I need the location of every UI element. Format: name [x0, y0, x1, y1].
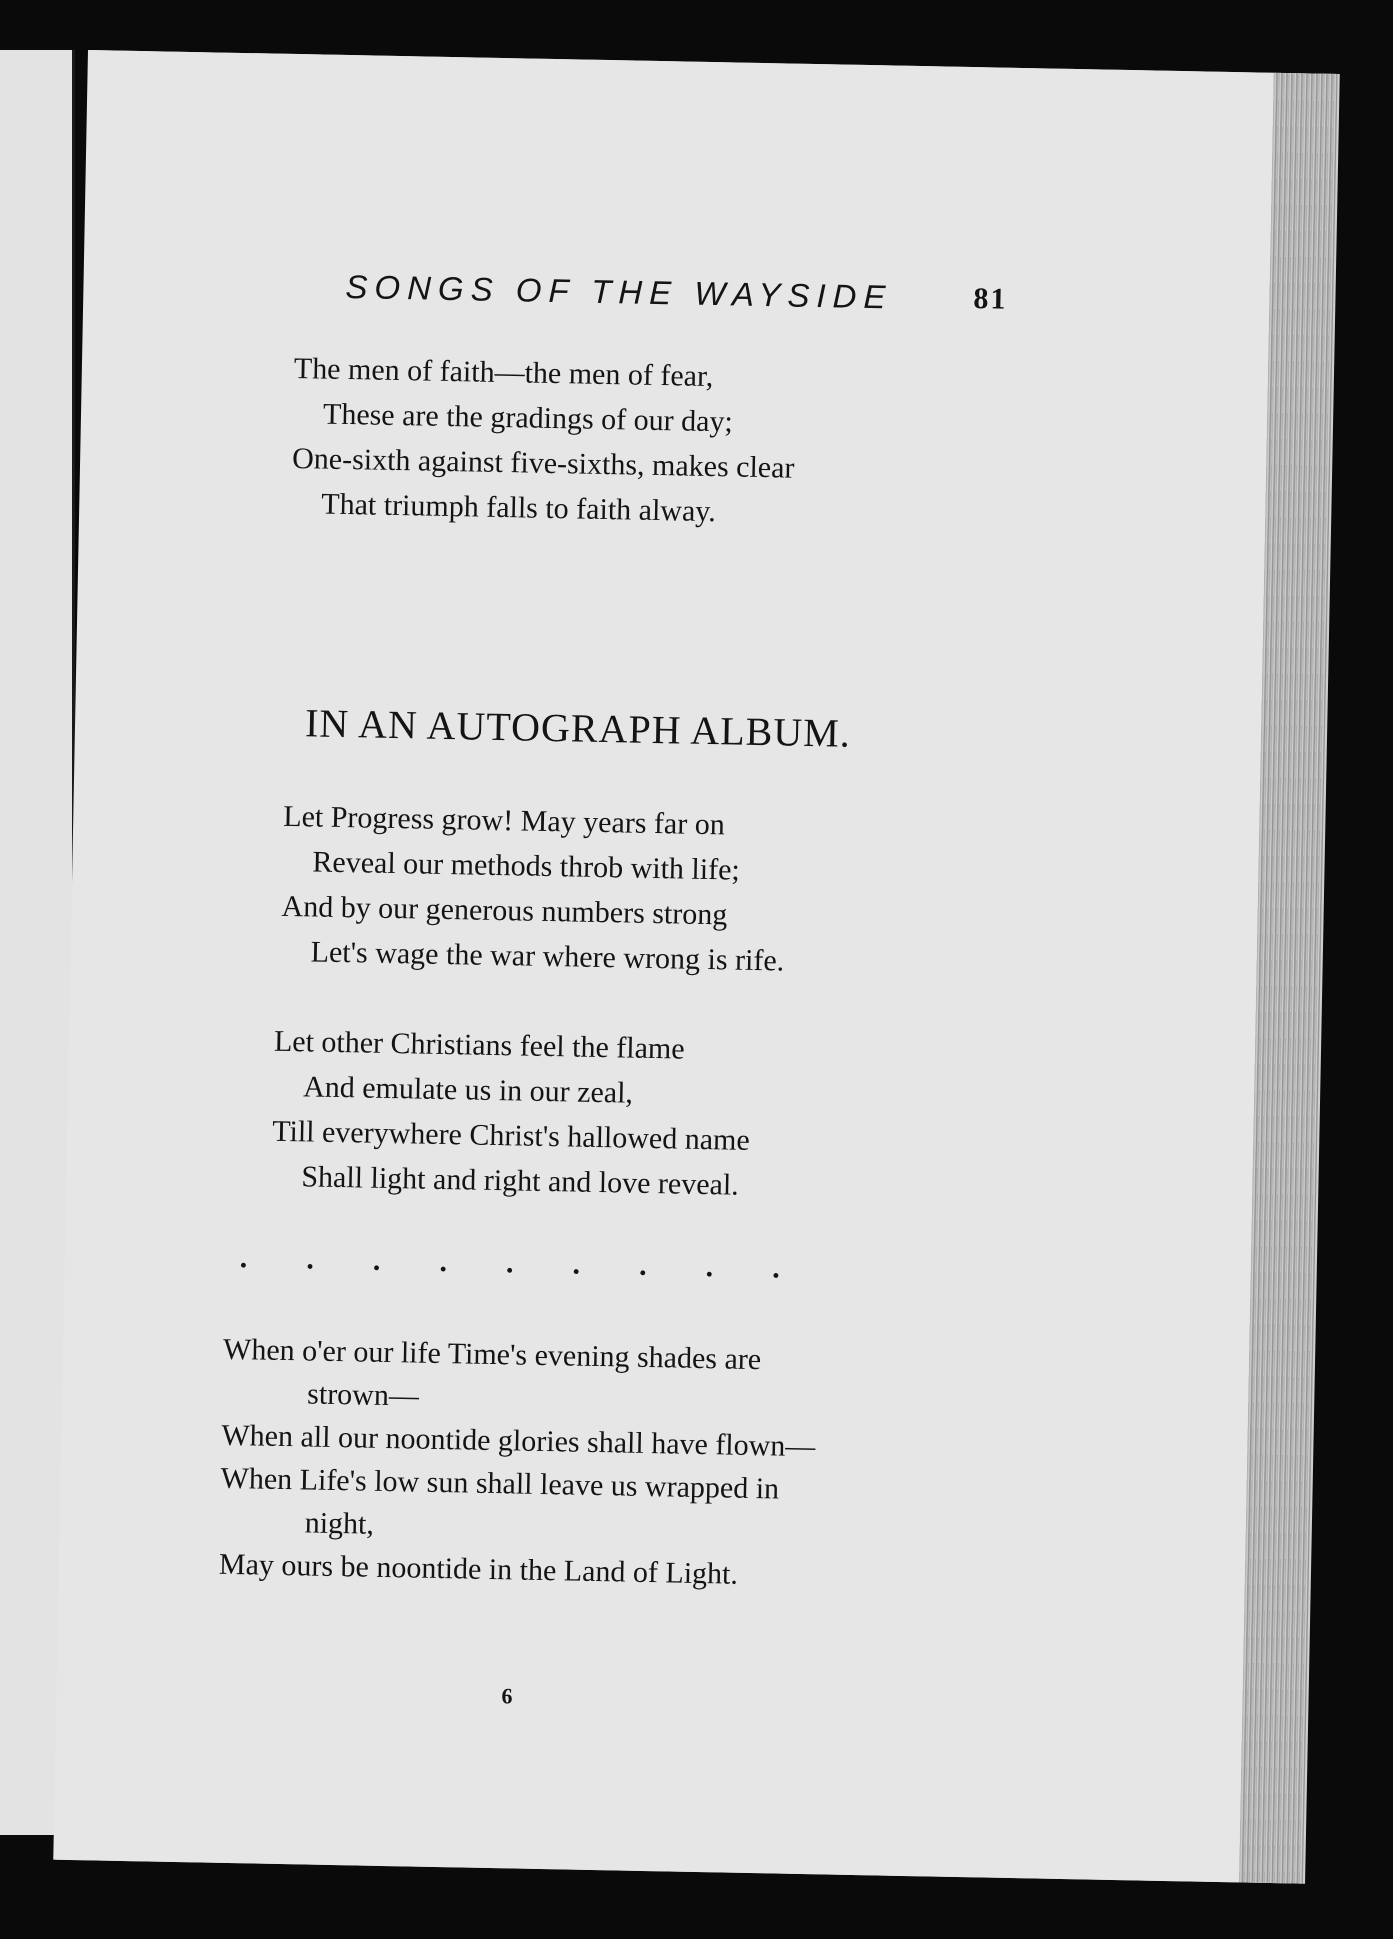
verse-line: When Life's low sun shall leave us wrapped in [220, 1461, 780, 1506]
running-title: SONGS OF THE WAYSIDE [345, 267, 893, 316]
ellipsis-dot: . [771, 1251, 781, 1285]
ellipsis-dot: . [505, 1246, 514, 1280]
ellipsis-dot: . [306, 1242, 315, 1276]
verse-line: Let other Christians feel the flame [273, 1024, 685, 1066]
poem-title: IN AN AUTOGRAPH ALBUM. [304, 700, 852, 756]
ellipsis-dot: . [239, 1241, 248, 1275]
poem-stanza-2 [280, 794, 787, 984]
ellipsis-dot: . [372, 1243, 381, 1277]
verse-line: The men of faith—the men of fear, [293, 352, 714, 394]
verse-line-continuation: night, [304, 1506, 375, 1541]
verse-line: Let's wage the war where wrong is rife. [310, 935, 785, 978]
ellipsis-dot: . [572, 1247, 581, 1281]
verse-line: Let Progress grow! May years far on [283, 799, 726, 842]
verse-line: Shall light and right and love reveal. [301, 1160, 740, 1202]
verse-line: Reveal our methods throb with life; [312, 845, 741, 887]
verse-line: These are the gradings of our day; [322, 397, 734, 439]
verse-line: That triumph falls to faith alway. [321, 487, 717, 529]
verse-line: May ours be noontide in the Land of Light. [218, 1547, 739, 1591]
poem-stanza-4 [219, 1328, 818, 1597]
ellipsis-separator [240, 1241, 781, 1285]
signature-mark: 6 [501, 1683, 513, 1709]
page-number: 81 [973, 282, 1008, 316]
page-content [53, 50, 1268, 1882]
verse-line: When o'er our life Time's evening shades are [222, 1332, 762, 1377]
verse-line-continuation: strown— [306, 1377, 420, 1413]
ellipsis-dot: . [638, 1248, 647, 1282]
verse-line: When all our noontide glories shall have flown— [221, 1418, 816, 1464]
book-page [53, 50, 1338, 1884]
poem-stanza-3 [271, 1019, 752, 1208]
poem-stanza-1 [291, 346, 797, 536]
ellipsis-dot: . [705, 1250, 714, 1284]
verse-line: And by our generous numbers strong [281, 889, 728, 932]
verse-line: One-sixth against five-sixths, makes clear [291, 441, 795, 485]
verse-line: Till everywhere Christ's hallowed name [271, 1114, 751, 1157]
ellipsis-dot: . [439, 1244, 448, 1279]
verse-line: And emulate us in our zeal, [302, 1070, 634, 1110]
